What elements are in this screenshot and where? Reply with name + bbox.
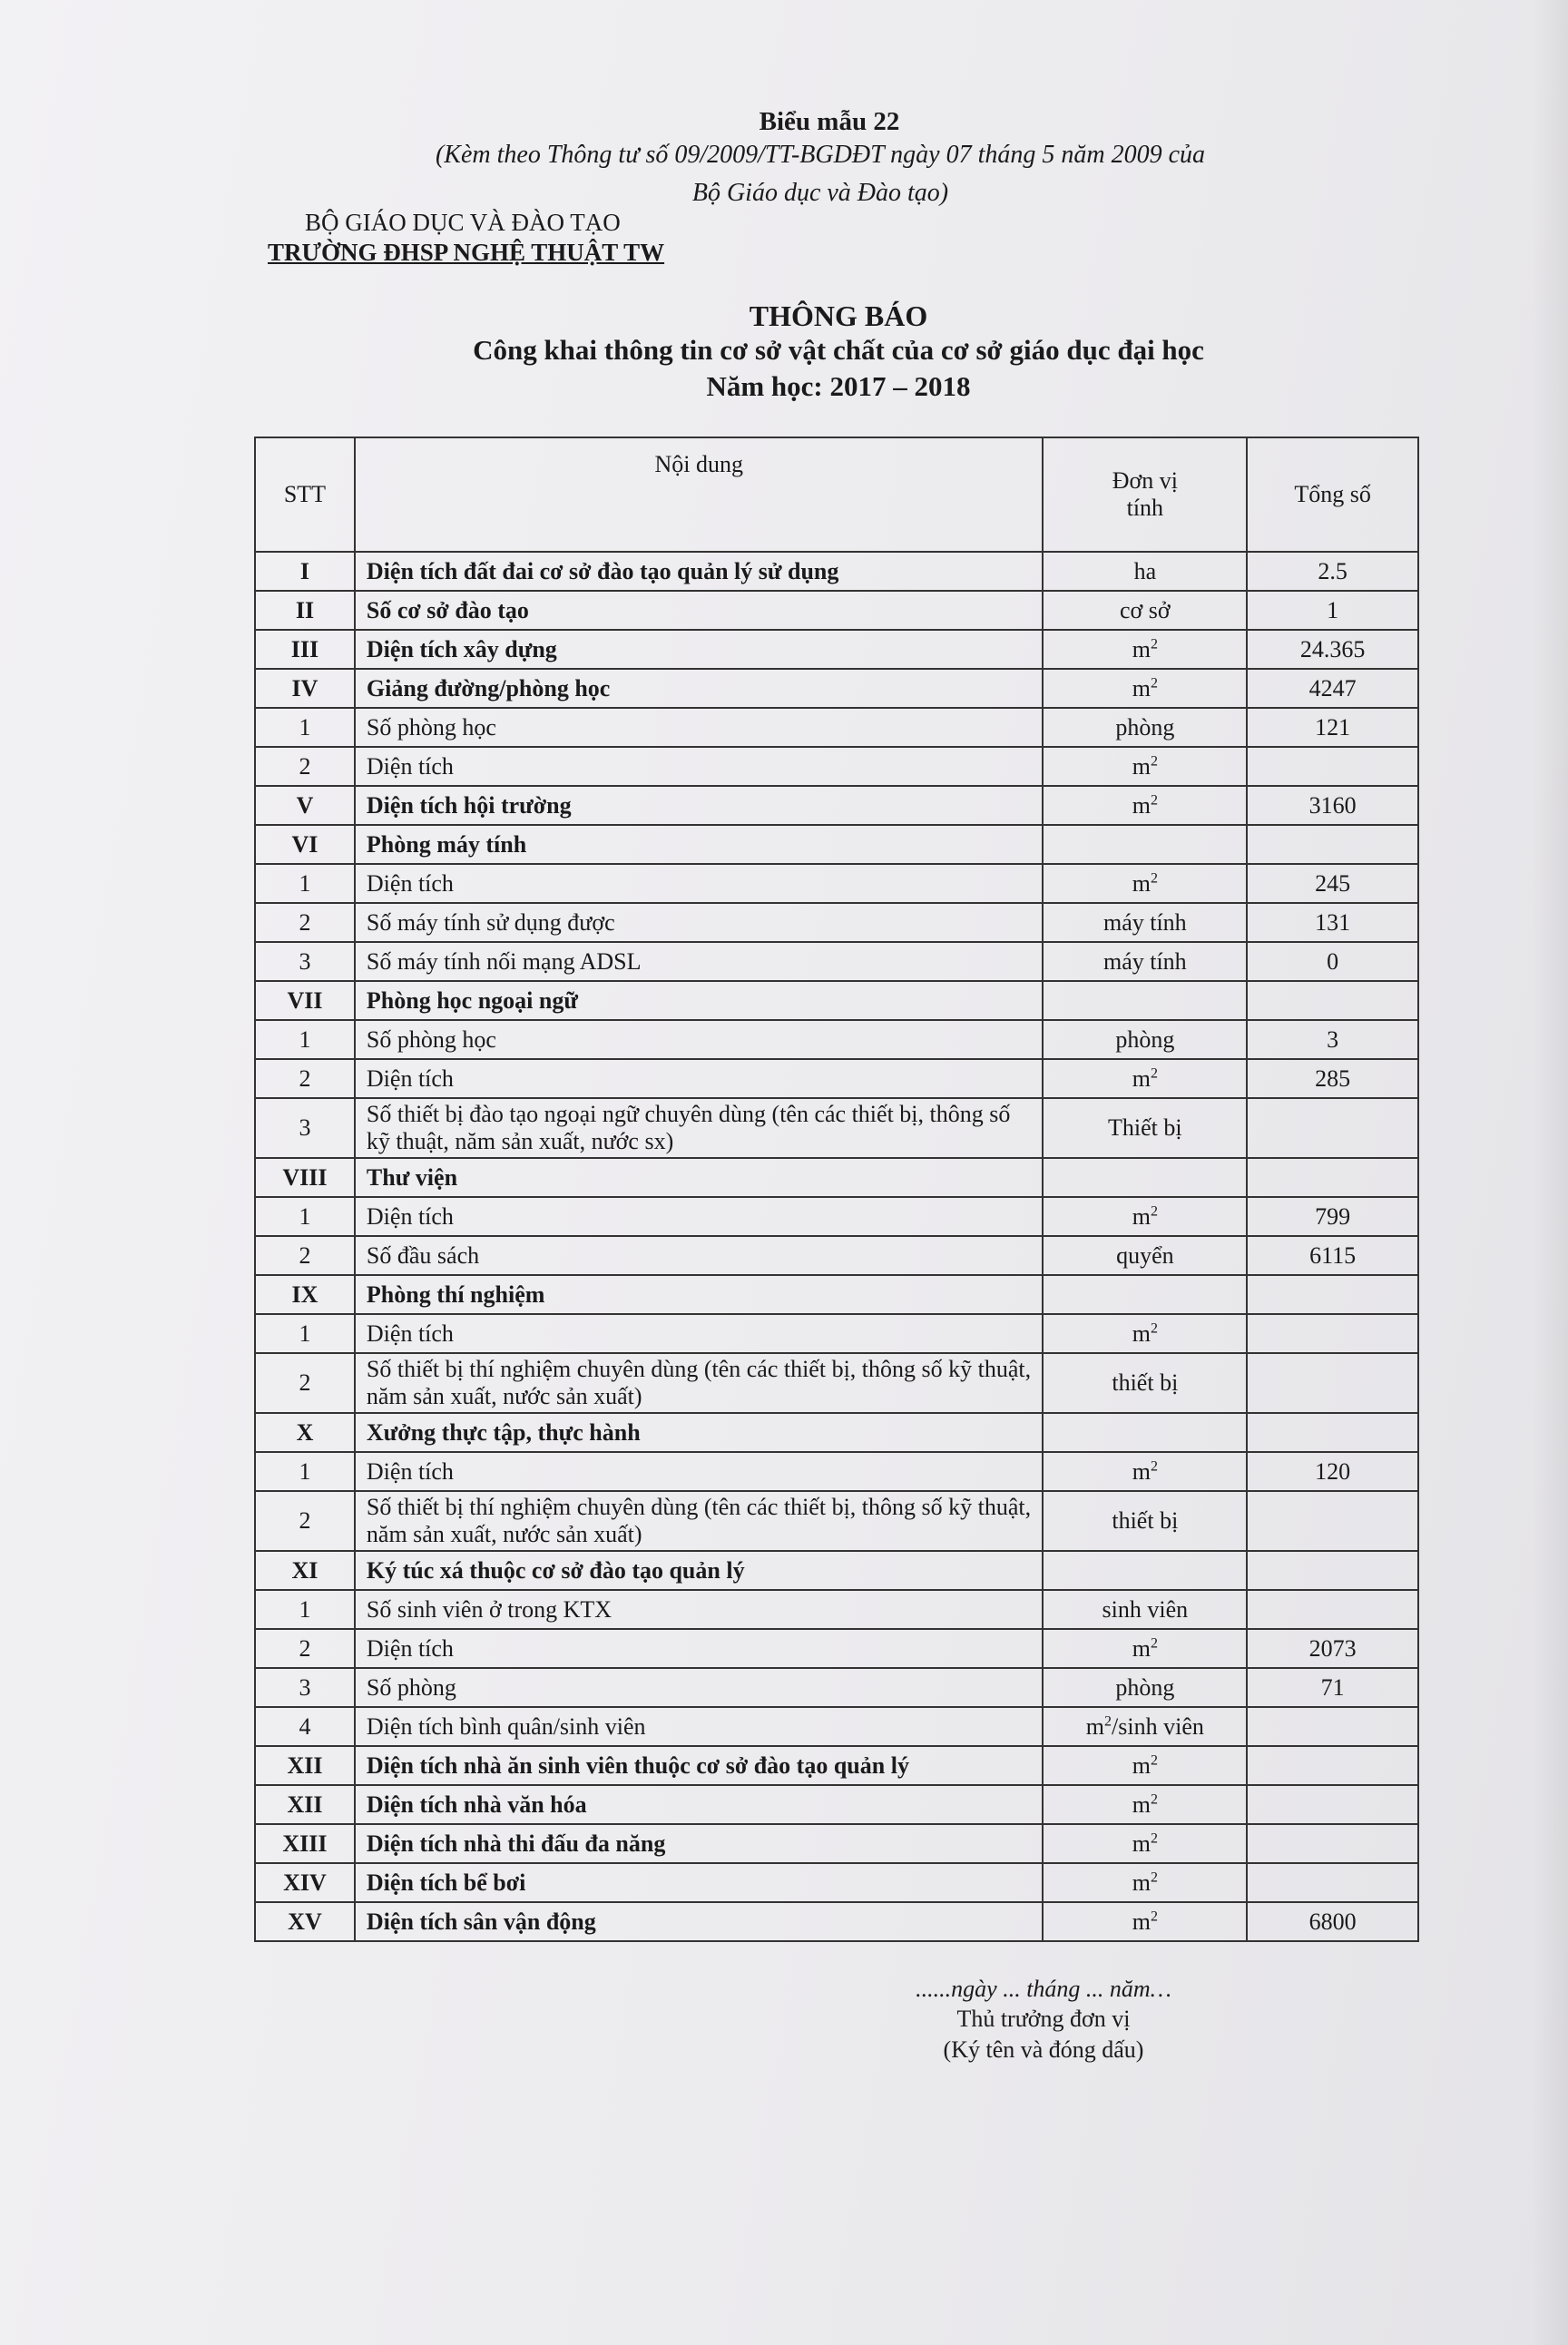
row-stt: 4: [255, 1707, 355, 1746]
table-row: [255, 786, 1418, 825]
header-total: Tổng số: [1247, 437, 1418, 552]
row-unit: [1043, 1707, 1247, 1746]
unit-superscript: 2: [1150, 869, 1158, 886]
unit-text: máy tính: [1102, 947, 1187, 975]
table-row: [255, 1452, 1418, 1491]
row-content: Diện tích xây dựng: [355, 630, 1044, 669]
row-stt: 1: [255, 864, 355, 903]
row-total: 3: [1247, 1020, 1418, 1059]
row-unit: [1043, 1353, 1247, 1413]
row-unit: [1043, 864, 1247, 903]
row-stt: 3: [255, 1668, 355, 1707]
table-row: [255, 1668, 1418, 1707]
row-unit: [1043, 981, 1247, 1020]
row-unit: [1043, 1452, 1247, 1491]
row-stt: XIII: [255, 1824, 355, 1863]
row-unit: [1043, 942, 1247, 981]
row-total: [1247, 1491, 1418, 1551]
unit-text: m: [1132, 752, 1151, 780]
table-row: [255, 1629, 1418, 1668]
attachment-note-line1: (Kèm theo Thông tư số 09/2009/TT-BGDĐT ngày 07 tháng 5 năm 2009 của: [435, 141, 1205, 169]
unit-superscript: 2: [1150, 1320, 1158, 1336]
row-content: Diện tích bình quân/sinh viên: [355, 1707, 1044, 1746]
row-content: Số phòng: [355, 1668, 1044, 1707]
row-total: 120: [1247, 1452, 1418, 1491]
row-total: 6800: [1247, 1902, 1418, 1941]
row-unit: [1043, 1590, 1247, 1629]
header-stt: STT: [255, 437, 355, 552]
row-stt: IV: [255, 669, 355, 708]
row-total: 1: [1247, 591, 1418, 630]
table-row: [255, 552, 1418, 591]
row-unit: [1043, 1275, 1247, 1314]
row-stt: IX: [255, 1275, 355, 1314]
unit-text: m: [1132, 1751, 1151, 1779]
row-stt: 3: [255, 942, 355, 981]
row-unit: [1043, 1020, 1247, 1059]
row-total: 799: [1247, 1197, 1418, 1236]
row-content: Số phòng học: [355, 1020, 1044, 1059]
unit-text: m: [1085, 1712, 1105, 1740]
row-content: Diện tích đất đai cơ sở đào tạo quản lý sử dụng: [355, 552, 1044, 591]
row-content: Phòng học ngoại ngữ: [355, 981, 1044, 1020]
unit-superscript: 2: [1150, 1830, 1158, 1846]
row-content: Số thiết bị thí nghiệm chuyên dùng (tên các thiết bị, thông số kỹ thuật, năm sản xuất, nước sản xuất): [355, 1491, 1044, 1551]
row-content: Diện tích: [355, 864, 1044, 903]
row-stt: 2: [255, 1059, 355, 1098]
row-stt: XI: [255, 1551, 355, 1590]
row-content: Số sinh viên ở trong KTX: [355, 1590, 1044, 1629]
row-content: Diện tích nhà ăn sinh viên thuộc cơ sở đào tạo quản lý: [355, 1746, 1044, 1785]
row-content: Thư viện: [355, 1158, 1044, 1197]
row-unit: [1043, 1824, 1247, 1863]
table-row: [255, 864, 1418, 903]
table-row: [255, 1824, 1418, 1863]
row-unit: [1043, 1668, 1247, 1707]
row-stt: 2: [255, 1353, 355, 1413]
row-unit: [1043, 747, 1247, 786]
unit-superscript: 2: [1150, 1457, 1158, 1474]
row-content: Diện tích sân vận động: [355, 1902, 1044, 1941]
unit-superscript: 2: [1150, 674, 1158, 691]
row-total: [1247, 981, 1418, 1020]
row-unit: [1043, 786, 1247, 825]
unit-superscript: 2: [1150, 1908, 1158, 1924]
row-total: [1247, 825, 1418, 864]
table-row: [255, 1902, 1418, 1941]
row-stt: 1: [255, 1314, 355, 1353]
row-unit: [1043, 591, 1247, 630]
row-stt: XII: [255, 1785, 355, 1824]
row-total: [1247, 1098, 1418, 1158]
document-subtitle: Công khai thông tin cơ sở vật chất của cơ sở giáo dục đại học: [473, 334, 1204, 366]
row-unit: [1043, 1629, 1247, 1668]
row-content: Số đầu sách: [355, 1236, 1044, 1275]
table-row: [255, 1707, 1418, 1746]
unit-text: phòng: [1115, 1025, 1175, 1053]
unit-superscript: 2: [1150, 1202, 1158, 1219]
row-content: Diện tích: [355, 1452, 1044, 1491]
row-content: Diện tích hội trường: [355, 786, 1044, 825]
row-content: Diện tích nhà thi đấu đa năng: [355, 1824, 1044, 1863]
ministry-name: BỘ GIÁO DỤC VÀ ĐÀO TẠO: [305, 209, 621, 236]
row-content: Số thiết bị thí nghiệm chuyên dùng (tên các thiết bị, thông số kỹ thuật, năm sản xuất, nước sản xuất): [355, 1353, 1044, 1413]
table-row: [255, 1236, 1418, 1275]
row-total: 3160: [1247, 786, 1418, 825]
table-row: [255, 1863, 1418, 1902]
row-stt: 1: [255, 708, 355, 747]
row-content: Diện tích: [355, 1314, 1044, 1353]
row-total: [1247, 1353, 1418, 1413]
row-content: Giảng đường/phòng học: [355, 669, 1044, 708]
row-stt: 2: [255, 903, 355, 942]
unit-text: m: [1132, 1457, 1151, 1485]
unit-text: m: [1132, 1791, 1151, 1818]
row-stt: 3: [255, 1098, 355, 1158]
unit-text: cơ sở: [1120, 596, 1171, 623]
header-unit: [1043, 437, 1247, 552]
row-total: [1247, 1824, 1418, 1863]
table-row: [255, 1353, 1418, 1413]
row-stt: XII: [255, 1746, 355, 1785]
signature-role: Thủ trưởng đơn vị: [956, 2006, 1131, 2032]
unit-superscript: 2: [1150, 1791, 1158, 1807]
table-row: [255, 591, 1418, 630]
row-unit: [1043, 552, 1247, 591]
row-stt: V: [255, 786, 355, 825]
unit-text: m: [1132, 1202, 1151, 1230]
row-unit: [1043, 1746, 1247, 1785]
row-unit: [1043, 708, 1247, 747]
row-stt: 2: [255, 1491, 355, 1551]
row-stt: I: [255, 552, 355, 591]
table-row: [255, 1746, 1418, 1785]
row-unit: [1043, 1902, 1247, 1941]
row-unit: [1043, 1197, 1247, 1236]
unit-superscript: 2: [1150, 1869, 1158, 1885]
row-unit: [1043, 903, 1247, 942]
row-content: Phòng máy tính: [355, 825, 1044, 864]
unit-text: m: [1132, 1320, 1151, 1347]
table-row: [255, 1275, 1418, 1314]
unit-superscript: 2: [1150, 1751, 1158, 1768]
unit-suffix: /sinh viên: [1112, 1712, 1204, 1740]
table-row: [255, 1197, 1418, 1236]
header-unit-line2: tính: [1126, 495, 1164, 521]
row-total: [1247, 1275, 1418, 1314]
row-total: [1247, 747, 1418, 786]
row-content: Số thiết bị đào tạo ngoại ngữ chuyên dùng (tên các thiết bị, thông số kỹ thuật, năm sản xuất, nước sx): [355, 1098, 1044, 1158]
row-unit: [1043, 1491, 1247, 1551]
row-stt: VII: [255, 981, 355, 1020]
table-row: [255, 747, 1418, 786]
unit-text: m: [1132, 674, 1151, 702]
row-content: Số máy tính sử dụng được: [355, 903, 1044, 942]
row-total: [1247, 1785, 1418, 1824]
row-stt: 1: [255, 1020, 355, 1059]
table-row: [255, 1098, 1418, 1158]
table-body: [255, 552, 1418, 1941]
table-row: [255, 1785, 1418, 1824]
row-stt: 1: [255, 1452, 355, 1491]
row-total: 121: [1247, 708, 1418, 747]
unit-text: m: [1132, 635, 1151, 662]
row-total: [1247, 1314, 1418, 1353]
table-row: [255, 903, 1418, 942]
row-content: Diện tích nhà văn hóa: [355, 1785, 1044, 1824]
row-total: 6115: [1247, 1236, 1418, 1275]
row-content: Ký túc xá thuộc cơ sở đào tạo quản lý: [355, 1551, 1044, 1590]
row-content: Diện tích: [355, 747, 1044, 786]
row-unit: [1043, 630, 1247, 669]
unit-superscript: 2: [1104, 1712, 1112, 1729]
form-number: Biểu mẫu 22: [759, 107, 900, 136]
row-unit: [1043, 1236, 1247, 1275]
row-content: Số cơ sở đào tạo: [355, 591, 1044, 630]
unit-superscript: 2: [1150, 1634, 1158, 1651]
unit-text: m: [1132, 1634, 1151, 1662]
row-unit: [1043, 1413, 1247, 1452]
unit-text: m: [1132, 1908, 1151, 1935]
row-stt: 1: [255, 1197, 355, 1236]
unit-text: máy tính: [1102, 908, 1187, 936]
row-stt: 1: [255, 1590, 355, 1629]
unit-text: sinh viên: [1102, 1595, 1189, 1623]
row-content: Xưởng thực tập, thực hành: [355, 1413, 1044, 1452]
row-total: 285: [1247, 1059, 1418, 1098]
unit-text: phòng: [1115, 1673, 1175, 1701]
school-name: TRƯỜNG ĐHSP NGHỆ THUẬT TW: [268, 239, 665, 266]
unit-text: thiết bị: [1112, 1369, 1179, 1396]
facilities-table: [254, 437, 1419, 1942]
attachment-note: [36, 136, 1568, 212]
header-content: Nội dung: [355, 437, 1044, 552]
row-total: 4247: [1247, 669, 1418, 708]
unit-text: Thiết bị: [1108, 1114, 1182, 1141]
table-row: [255, 1020, 1418, 1059]
unit-text: m: [1132, 1065, 1151, 1092]
row-stt: XV: [255, 1902, 355, 1941]
table-row: [255, 1158, 1418, 1197]
row-content: Diện tích: [355, 1629, 1044, 1668]
row-content: Diện tích: [355, 1059, 1044, 1098]
unit-superscript: 2: [1150, 1065, 1158, 1081]
table-row: [255, 1590, 1418, 1629]
unit-text: phòng: [1115, 713, 1175, 741]
table-row: [255, 1314, 1418, 1353]
unit-text: m: [1132, 1830, 1151, 1857]
row-total: [1247, 1746, 1418, 1785]
unit-text: quyển: [1116, 1241, 1174, 1269]
row-total: [1247, 1707, 1418, 1746]
row-content: Phòng thí nghiệm: [355, 1275, 1044, 1314]
row-unit: [1043, 1158, 1247, 1197]
row-total: 245: [1247, 864, 1418, 903]
unit-text: m: [1132, 1869, 1151, 1896]
row-total: [1247, 1590, 1418, 1629]
row-stt: 2: [255, 747, 355, 786]
unit-superscript: 2: [1150, 635, 1158, 652]
row-total: [1247, 1413, 1418, 1452]
row-stt: X: [255, 1413, 355, 1452]
header-unit-line1: Đơn vị: [1112, 467, 1178, 494]
row-total: [1247, 1158, 1418, 1197]
row-total: 0: [1247, 942, 1418, 981]
row-total: [1247, 1551, 1418, 1590]
row-stt: VI: [255, 825, 355, 864]
row-unit: [1043, 1314, 1247, 1353]
row-unit: [1043, 669, 1247, 708]
table-row: [255, 669, 1418, 708]
row-stt: II: [255, 591, 355, 630]
row-content: Số máy tính nối mạng ADSL: [355, 942, 1044, 981]
row-unit: [1043, 825, 1247, 864]
signature-note: (Ký tên và đóng dấu): [943, 2036, 1144, 2063]
row-total: [1247, 1863, 1418, 1902]
row-stt: 2: [255, 1236, 355, 1275]
unit-superscript: 2: [1150, 752, 1158, 769]
table-row: [255, 1551, 1418, 1590]
signature-date: ......ngày ... tháng ... năm…: [916, 1976, 1171, 2002]
unit-text: m: [1132, 791, 1151, 819]
row-unit: [1043, 1785, 1247, 1824]
row-unit: [1043, 1059, 1247, 1098]
row-total: 24.365: [1247, 630, 1418, 669]
row-content: Diện tích bể bơi: [355, 1863, 1044, 1902]
table-row: [255, 1491, 1418, 1551]
row-unit: [1043, 1863, 1247, 1902]
row-total: 2.5: [1247, 552, 1418, 591]
unit-superscript: 2: [1150, 791, 1158, 808]
table-row: [255, 630, 1418, 669]
table-row: [255, 1059, 1418, 1098]
school-year: Năm học: 2017 – 2018: [706, 370, 971, 402]
row-stt: VIII: [255, 1158, 355, 1197]
document-title: THÔNG BÁO: [749, 299, 928, 332]
row-unit: [1043, 1098, 1247, 1158]
table-header-row: [255, 437, 1418, 552]
row-stt: III: [255, 630, 355, 669]
table-row: [255, 708, 1418, 747]
row-total: 131: [1247, 903, 1418, 942]
row-total: 2073: [1247, 1629, 1418, 1668]
row-content: Diện tích: [355, 1197, 1044, 1236]
row-total: 71: [1247, 1668, 1418, 1707]
table-row: [255, 981, 1418, 1020]
table-row: [255, 942, 1418, 981]
unit-text: ha: [1133, 557, 1157, 584]
row-unit: [1043, 1551, 1247, 1590]
row-stt: 2: [255, 1629, 355, 1668]
attachment-note-line2: Bộ Giáo dục và Đào tạo): [691, 179, 949, 207]
row-stt: XIV: [255, 1863, 355, 1902]
table-row: [255, 1413, 1418, 1452]
row-content: Số phòng học: [355, 708, 1044, 747]
unit-text: thiết bị: [1112, 1507, 1179, 1534]
unit-text: m: [1132, 869, 1151, 897]
table-row: [255, 825, 1418, 864]
